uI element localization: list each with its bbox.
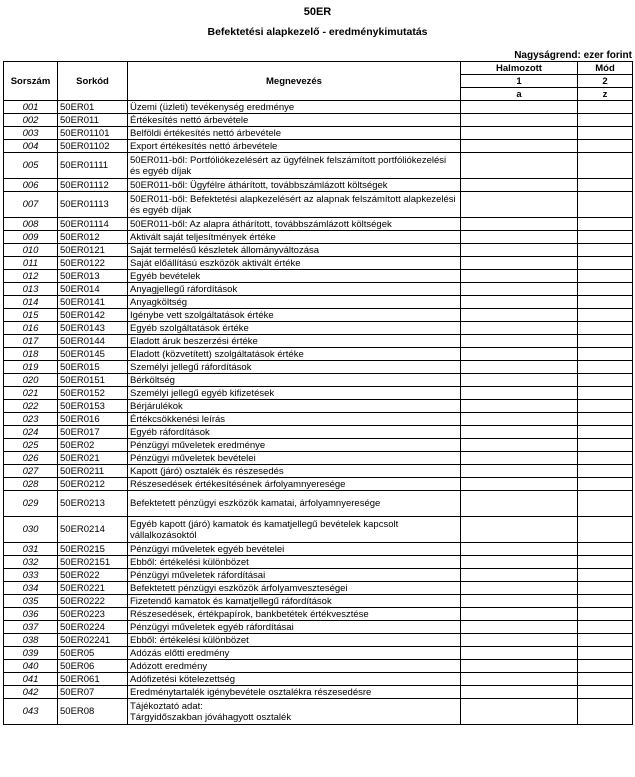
col-header-megnevezes: Megnevezés bbox=[128, 62, 461, 101]
row-sorszam: 032 bbox=[4, 556, 58, 569]
row-megnevezes: Bérköltség bbox=[128, 374, 461, 387]
value-cell-halmozott[interactable] bbox=[461, 127, 578, 140]
row-sorkod: 50ER0223 bbox=[58, 608, 128, 621]
row-sorszam: 025 bbox=[4, 439, 58, 452]
value-cell-mod[interactable] bbox=[578, 582, 633, 595]
table-row bbox=[4, 543, 633, 556]
value-cell-halmozott[interactable] bbox=[461, 673, 578, 686]
value-cell-halmozott[interactable] bbox=[461, 270, 578, 283]
col-letter-halmozott: a bbox=[461, 88, 578, 101]
value-cell-mod[interactable] bbox=[578, 179, 633, 192]
row-megnevezes: Eladott áruk beszerzési értéke bbox=[128, 335, 461, 348]
value-cell-mod[interactable] bbox=[578, 439, 633, 452]
table-row bbox=[4, 270, 633, 283]
row-sorkod: 50ER08 bbox=[58, 699, 128, 725]
value-cell-halmozott[interactable] bbox=[461, 309, 578, 322]
table-row bbox=[4, 686, 633, 699]
table-row bbox=[4, 231, 633, 244]
value-cell-mod[interactable] bbox=[578, 634, 633, 647]
value-cell-mod[interactable] bbox=[578, 413, 633, 426]
row-sorkod: 50ER0213 bbox=[58, 491, 128, 517]
row-sorszam: 031 bbox=[4, 543, 58, 556]
value-cell-halmozott[interactable] bbox=[461, 413, 578, 426]
row-megnevezes: Pénzügyi műveletek eredménye bbox=[128, 439, 461, 452]
row-sorszam: 012 bbox=[4, 270, 58, 283]
row-sorszam: 024 bbox=[4, 426, 58, 439]
row-sorszam: 009 bbox=[4, 231, 58, 244]
table-row bbox=[4, 569, 633, 582]
value-cell-mod[interactable] bbox=[578, 361, 633, 374]
table-row bbox=[4, 374, 633, 387]
row-sorszam: 005 bbox=[4, 153, 58, 179]
row-sorkod: 50ER022 bbox=[58, 569, 128, 582]
value-cell-halmozott[interactable] bbox=[461, 374, 578, 387]
row-sorkod: 50ER0142 bbox=[58, 309, 128, 322]
value-cell-mod[interactable] bbox=[578, 257, 633, 270]
table-row bbox=[4, 647, 633, 660]
value-cell-mod[interactable] bbox=[578, 244, 633, 257]
table-row bbox=[4, 361, 633, 374]
value-cell-halmozott[interactable] bbox=[461, 179, 578, 192]
row-sorszam: 033 bbox=[4, 569, 58, 582]
value-cell-halmozott[interactable] bbox=[461, 452, 578, 465]
value-cell-halmozott[interactable] bbox=[461, 439, 578, 452]
row-sorszam: 001 bbox=[4, 101, 58, 114]
table-row bbox=[4, 179, 633, 192]
row-sorszam: 018 bbox=[4, 348, 58, 361]
value-cell-mod[interactable] bbox=[578, 543, 633, 556]
row-megnevezes: Személyi jellegű ráfordítások bbox=[128, 361, 461, 374]
row-sorszam: 021 bbox=[4, 387, 58, 400]
row-sorszam: 015 bbox=[4, 309, 58, 322]
row-sorkod: 50ER061 bbox=[58, 673, 128, 686]
row-sorkod: 50ER0121 bbox=[58, 244, 128, 257]
row-megnevezes: 50ER011-ből: Ügyfélre áthárított, továbbszámlázott költségek bbox=[128, 179, 461, 192]
row-sorkod: 50ER0212 bbox=[58, 478, 128, 491]
row-megnevezes: Eladott (közvetített) szolgáltatások értéke bbox=[128, 348, 461, 361]
value-cell-mod[interactable] bbox=[578, 283, 633, 296]
value-cell-halmozott[interactable] bbox=[461, 647, 578, 660]
value-cell-mod[interactable] bbox=[578, 569, 633, 582]
table-row bbox=[4, 218, 633, 231]
value-cell-halmozott[interactable] bbox=[461, 348, 578, 361]
value-cell-halmozott[interactable] bbox=[461, 322, 578, 335]
value-cell-mod[interactable] bbox=[578, 140, 633, 153]
value-cell-halmozott[interactable] bbox=[461, 335, 578, 348]
row-megnevezes: Anyagjellegű ráfordítások bbox=[128, 283, 461, 296]
row-megnevezes: Saját termelésű készletek állományváltozása bbox=[128, 244, 461, 257]
table-row bbox=[4, 517, 633, 543]
value-cell-halmozott[interactable] bbox=[461, 543, 578, 556]
table-row bbox=[4, 452, 633, 465]
table-row bbox=[4, 699, 633, 725]
row-sorszam: 043 bbox=[4, 699, 58, 725]
value-cell-halmozott[interactable] bbox=[461, 517, 578, 543]
value-cell-halmozott[interactable] bbox=[461, 686, 578, 699]
row-megnevezes: Export értékesítés nettó árbevétele bbox=[128, 140, 461, 153]
col-number-mod: 2 bbox=[578, 75, 633, 88]
value-cell-halmozott[interactable] bbox=[461, 582, 578, 595]
value-cell-mod[interactable] bbox=[578, 387, 633, 400]
row-sorkod: 50ER06 bbox=[58, 660, 128, 673]
row-megnevezes: Egyéb szolgáltatások értéke bbox=[128, 322, 461, 335]
value-cell-mod[interactable] bbox=[578, 231, 633, 244]
row-sorszam: 038 bbox=[4, 634, 58, 647]
row-sorszam: 042 bbox=[4, 686, 58, 699]
row-sorkod: 50ER01113 bbox=[58, 192, 128, 218]
row-sorszam: 006 bbox=[4, 179, 58, 192]
row-sorszam: 027 bbox=[4, 465, 58, 478]
value-cell-halmozott[interactable] bbox=[461, 257, 578, 270]
row-sorkod: 50ER0141 bbox=[58, 296, 128, 309]
value-cell-halmozott[interactable] bbox=[461, 634, 578, 647]
row-sorszam: 016 bbox=[4, 322, 58, 335]
value-cell-halmozott[interactable] bbox=[461, 153, 578, 179]
row-sorkod: 50ER013 bbox=[58, 270, 128, 283]
table-row bbox=[4, 413, 633, 426]
row-megnevezes: Részesedések, értékpapírok, bankbetétek értékvesztése bbox=[128, 608, 461, 621]
row-megnevezes: Pénzügyi műveletek bevételei bbox=[128, 452, 461, 465]
row-megnevezes: Aktivált saját teljesítmények értéke bbox=[128, 231, 461, 244]
row-sorszam: 017 bbox=[4, 335, 58, 348]
row-sorkod: 50ER0211 bbox=[58, 465, 128, 478]
table-row bbox=[4, 244, 633, 257]
table-row bbox=[4, 673, 633, 686]
col-number-halmozott: 1 bbox=[461, 75, 578, 88]
table-row bbox=[4, 192, 633, 218]
table-row bbox=[4, 478, 633, 491]
row-megnevezes: Személyi jellegű egyéb kifizetések bbox=[128, 387, 461, 400]
value-cell-mod[interactable] bbox=[578, 218, 633, 231]
table-row bbox=[4, 582, 633, 595]
table-row bbox=[4, 140, 633, 153]
row-sorszam: 019 bbox=[4, 361, 58, 374]
row-sorszam: 007 bbox=[4, 192, 58, 218]
table-row bbox=[4, 309, 633, 322]
value-cell-mod[interactable] bbox=[578, 426, 633, 439]
table-row bbox=[4, 595, 633, 608]
value-cell-mod[interactable] bbox=[578, 114, 633, 127]
row-sorkod: 50ER02241 bbox=[58, 634, 128, 647]
value-cell-mod[interactable] bbox=[578, 400, 633, 413]
value-cell-halmozott[interactable] bbox=[461, 244, 578, 257]
value-cell-mod[interactable] bbox=[578, 686, 633, 699]
row-sorkod: 50ER01114 bbox=[58, 218, 128, 231]
value-cell-mod[interactable] bbox=[578, 335, 633, 348]
value-cell-mod[interactable] bbox=[578, 608, 633, 621]
value-cell-mod[interactable] bbox=[578, 465, 633, 478]
row-sorkod: 50ER0152 bbox=[58, 387, 128, 400]
row-sorszam: 035 bbox=[4, 595, 58, 608]
table-row bbox=[4, 296, 633, 309]
row-sorkod: 50ER0145 bbox=[58, 348, 128, 361]
row-sorszam: 036 bbox=[4, 608, 58, 621]
value-cell-halmozott[interactable] bbox=[461, 621, 578, 634]
col-header-halmozott: Halmozott bbox=[461, 62, 578, 75]
table-row bbox=[4, 257, 633, 270]
value-cell-halmozott[interactable] bbox=[461, 192, 578, 218]
row-sorkod: 50ER016 bbox=[58, 413, 128, 426]
value-cell-halmozott[interactable] bbox=[461, 140, 578, 153]
value-cell-halmozott[interactable] bbox=[461, 283, 578, 296]
value-cell-mod[interactable] bbox=[578, 452, 633, 465]
row-sorszam: 026 bbox=[4, 452, 58, 465]
row-sorkod: 50ER05 bbox=[58, 647, 128, 660]
value-cell-halmozott[interactable] bbox=[461, 556, 578, 569]
row-megnevezes: Egyéb ráfordítások bbox=[128, 426, 461, 439]
col-letter-mod: z bbox=[578, 88, 633, 101]
row-megnevezes: Befektetett pénzügyi eszközök kamatai, árfolyamnyeresége bbox=[128, 491, 461, 517]
table-row bbox=[4, 439, 633, 452]
table-row bbox=[4, 621, 633, 634]
row-sorkod: 50ER02 bbox=[58, 439, 128, 452]
row-sorkod: 50ER014 bbox=[58, 283, 128, 296]
table-row bbox=[4, 660, 633, 673]
value-cell-mod[interactable] bbox=[578, 647, 633, 660]
row-megnevezes: Belföldi értékesítés nettó árbevétele bbox=[128, 127, 461, 140]
row-megnevezes: Adózott eredmény bbox=[128, 660, 461, 673]
value-cell-halmozott[interactable] bbox=[461, 595, 578, 608]
row-megnevezes: Fizetendő kamatok és kamatjellegű ráfordítások bbox=[128, 595, 461, 608]
row-megnevezes: Értékcsökkenési leírás bbox=[128, 413, 461, 426]
value-cell-mod[interactable] bbox=[578, 192, 633, 218]
row-megnevezes: Részesedések értékesítésének árfolyamnyeresége bbox=[128, 478, 461, 491]
row-sorkod: 50ER0144 bbox=[58, 335, 128, 348]
value-cell-halmozott[interactable] bbox=[461, 608, 578, 621]
col-header-sorkod: Sorkód bbox=[58, 62, 128, 101]
row-sorkod: 50ER021 bbox=[58, 452, 128, 465]
row-megnevezes: Kapott (járó) osztalék és részesedés bbox=[128, 465, 461, 478]
value-cell-mod[interactable] bbox=[578, 101, 633, 114]
col-header-sorszam: Sorszám bbox=[4, 62, 58, 101]
row-sorszam: 008 bbox=[4, 218, 58, 231]
row-sorkod: 50ER0221 bbox=[58, 582, 128, 595]
row-sorkod: 50ER0151 bbox=[58, 374, 128, 387]
row-sorkod: 50ER012 bbox=[58, 231, 128, 244]
value-cell-mod[interactable] bbox=[578, 322, 633, 335]
value-cell-halmozott[interactable] bbox=[461, 361, 578, 374]
row-megnevezes: Adófizetési kötelezettség bbox=[128, 673, 461, 686]
row-megnevezes: Egyéb bevételek bbox=[128, 270, 461, 283]
row-sorszam: 022 bbox=[4, 400, 58, 413]
row-sorszam: 039 bbox=[4, 647, 58, 660]
row-sorszam: 014 bbox=[4, 296, 58, 309]
value-cell-halmozott[interactable] bbox=[461, 478, 578, 491]
row-megnevezes: Pénzügyi műveletek egyéb bevételei bbox=[128, 543, 461, 556]
row-megnevezes: Egyéb kapott (járó) kamatok és kamatjellegű bevételek kapcsolt vállalkozásoktól bbox=[128, 517, 461, 543]
value-cell-mod[interactable] bbox=[578, 127, 633, 140]
row-sorszam: 020 bbox=[4, 374, 58, 387]
table-row bbox=[4, 426, 633, 439]
row-sorszam: 037 bbox=[4, 621, 58, 634]
row-megnevezes: Adózás előtti eredmény bbox=[128, 647, 461, 660]
row-sorszam: 029 bbox=[4, 491, 58, 517]
table-row bbox=[4, 491, 633, 517]
value-cell-mod[interactable] bbox=[578, 556, 633, 569]
table-row bbox=[4, 127, 633, 140]
row-sorkod: 50ER0153 bbox=[58, 400, 128, 413]
table-row bbox=[4, 556, 633, 569]
row-megnevezes: Bérjárulékok bbox=[128, 400, 461, 413]
value-cell-mod[interactable] bbox=[578, 595, 633, 608]
row-megnevezes: Saját előállítású eszközök aktivált értéke bbox=[128, 257, 461, 270]
row-sorkod: 50ER0122 bbox=[58, 257, 128, 270]
row-sorszam: 002 bbox=[4, 114, 58, 127]
row-sorkod: 50ER01 bbox=[58, 101, 128, 114]
value-cell-halmozott[interactable] bbox=[461, 491, 578, 517]
table-row bbox=[4, 634, 633, 647]
col-header-mod: Mód bbox=[578, 62, 633, 75]
value-cell-mod[interactable] bbox=[578, 309, 633, 322]
report-code: 50ER bbox=[303, 6, 332, 18]
value-cell-halmozott[interactable] bbox=[461, 426, 578, 439]
row-megnevezes: Ebből: értékelési különbözet bbox=[128, 556, 461, 569]
row-sorkod: 50ER011 bbox=[58, 114, 128, 127]
row-sorszam: 010 bbox=[4, 244, 58, 257]
value-cell-mod[interactable] bbox=[578, 660, 633, 673]
value-cell-halmozott[interactable] bbox=[461, 231, 578, 244]
table-row bbox=[4, 101, 633, 114]
value-cell-halmozott[interactable] bbox=[461, 114, 578, 127]
row-sorkod: 50ER01101 bbox=[58, 127, 128, 140]
row-megnevezes: Eredménytartalék igénybevétele osztalékra részesedésre bbox=[128, 686, 461, 699]
row-sorszam: 041 bbox=[4, 673, 58, 686]
value-cell-halmozott[interactable] bbox=[461, 296, 578, 309]
table-row bbox=[4, 335, 633, 348]
value-cell-halmozott[interactable] bbox=[461, 660, 578, 673]
value-cell-halmozott[interactable] bbox=[461, 400, 578, 413]
value-cell-mod[interactable] bbox=[578, 478, 633, 491]
row-sorszam: 011 bbox=[4, 257, 58, 270]
report-title: Befektetési alapkezelő - eredménykimutatás bbox=[207, 26, 428, 38]
row-sorkod: 50ER0224 bbox=[58, 621, 128, 634]
row-sorkod: 50ER0143 bbox=[58, 322, 128, 335]
row-sorszam: 040 bbox=[4, 660, 58, 673]
row-megnevezes: Igénybe vett szolgáltatások értéke bbox=[128, 309, 461, 322]
value-cell-halmozott[interactable] bbox=[461, 699, 578, 725]
row-megnevezes: Értékesítés nettó árbevétele bbox=[128, 114, 461, 127]
value-cell-mod[interactable] bbox=[578, 699, 633, 725]
table-row bbox=[4, 465, 633, 478]
row-megnevezes: 50ER011-ből: Befektetési alapkezelésért az alapnak felszámított alapkezelési és egyéb díjak bbox=[128, 192, 461, 218]
table-row bbox=[4, 387, 633, 400]
row-megnevezes: Anyagköltség bbox=[128, 296, 461, 309]
table-row bbox=[4, 400, 633, 413]
row-sorszam: 003 bbox=[4, 127, 58, 140]
row-megnevezes: Üzemi (üzleti) tevékenység eredménye bbox=[128, 101, 461, 114]
row-megnevezes: Tájékoztató adat: Tárgyidőszakban jóváhagyott osztalék bbox=[128, 699, 461, 725]
row-sorkod: 50ER01111 bbox=[58, 153, 128, 179]
table-row bbox=[4, 283, 633, 296]
row-sorszam: 023 bbox=[4, 413, 58, 426]
table-row bbox=[4, 322, 633, 335]
value-cell-mod[interactable] bbox=[578, 296, 633, 309]
row-sorkod: 50ER015 bbox=[58, 361, 128, 374]
row-megnevezes: Pénzügyi műveletek ráfordításai bbox=[128, 569, 461, 582]
row-megnevezes: Pénzügyi műveletek egyéb ráfordításai bbox=[128, 621, 461, 634]
value-cell-mod[interactable] bbox=[578, 673, 633, 686]
table-row bbox=[4, 608, 633, 621]
table-row bbox=[4, 153, 633, 179]
value-cell-mod[interactable] bbox=[578, 348, 633, 361]
value-cell-halmozott[interactable] bbox=[461, 101, 578, 114]
row-sorszam: 028 bbox=[4, 478, 58, 491]
value-cell-halmozott[interactable] bbox=[461, 387, 578, 400]
row-sorszam: 030 bbox=[4, 517, 58, 543]
row-megnevezes: Befektetett pénzügyi eszközök árfolyamveszteségei bbox=[128, 582, 461, 595]
value-cell-mod[interactable] bbox=[578, 270, 633, 283]
value-cell-mod[interactable] bbox=[578, 153, 633, 179]
row-sorkod: 50ER0222 bbox=[58, 595, 128, 608]
value-cell-mod[interactable] bbox=[578, 621, 633, 634]
row-megnevezes: 50ER011-ből: Az alapra áthárított, továbbszámlázott költségek bbox=[128, 218, 461, 231]
value-cell-halmozott[interactable] bbox=[461, 465, 578, 478]
row-megnevezes: Ebből: értékelési különbözet bbox=[128, 634, 461, 647]
value-cell-mod[interactable] bbox=[578, 374, 633, 387]
table-row bbox=[4, 348, 633, 361]
row-sorkod: 50ER0215 bbox=[58, 543, 128, 556]
income-statement-table bbox=[3, 61, 633, 725]
row-sorkod: 50ER017 bbox=[58, 426, 128, 439]
row-megnevezes: 50ER011-ből: Portfóliókezelésért az ügyfélnek felszámított portfóliókezelési és egyéb díjak bbox=[128, 153, 461, 179]
table-row bbox=[4, 114, 633, 127]
row-sorkod: 50ER01112 bbox=[58, 179, 128, 192]
value-cell-mod[interactable] bbox=[578, 491, 633, 517]
row-sorkod: 50ER01102 bbox=[58, 140, 128, 153]
row-sorkod: 50ER07 bbox=[58, 686, 128, 699]
row-sorkod: 50ER02151 bbox=[58, 556, 128, 569]
row-sorszam: 004 bbox=[4, 140, 58, 153]
row-sorszam: 034 bbox=[4, 582, 58, 595]
unit-label: Nagyságrend: ezer forint bbox=[514, 50, 632, 61]
value-cell-mod[interactable] bbox=[578, 517, 633, 543]
row-sorkod: 50ER0214 bbox=[58, 517, 128, 543]
value-cell-halmozott[interactable] bbox=[461, 569, 578, 582]
row-sorszam: 013 bbox=[4, 283, 58, 296]
value-cell-halmozott[interactable] bbox=[461, 218, 578, 231]
